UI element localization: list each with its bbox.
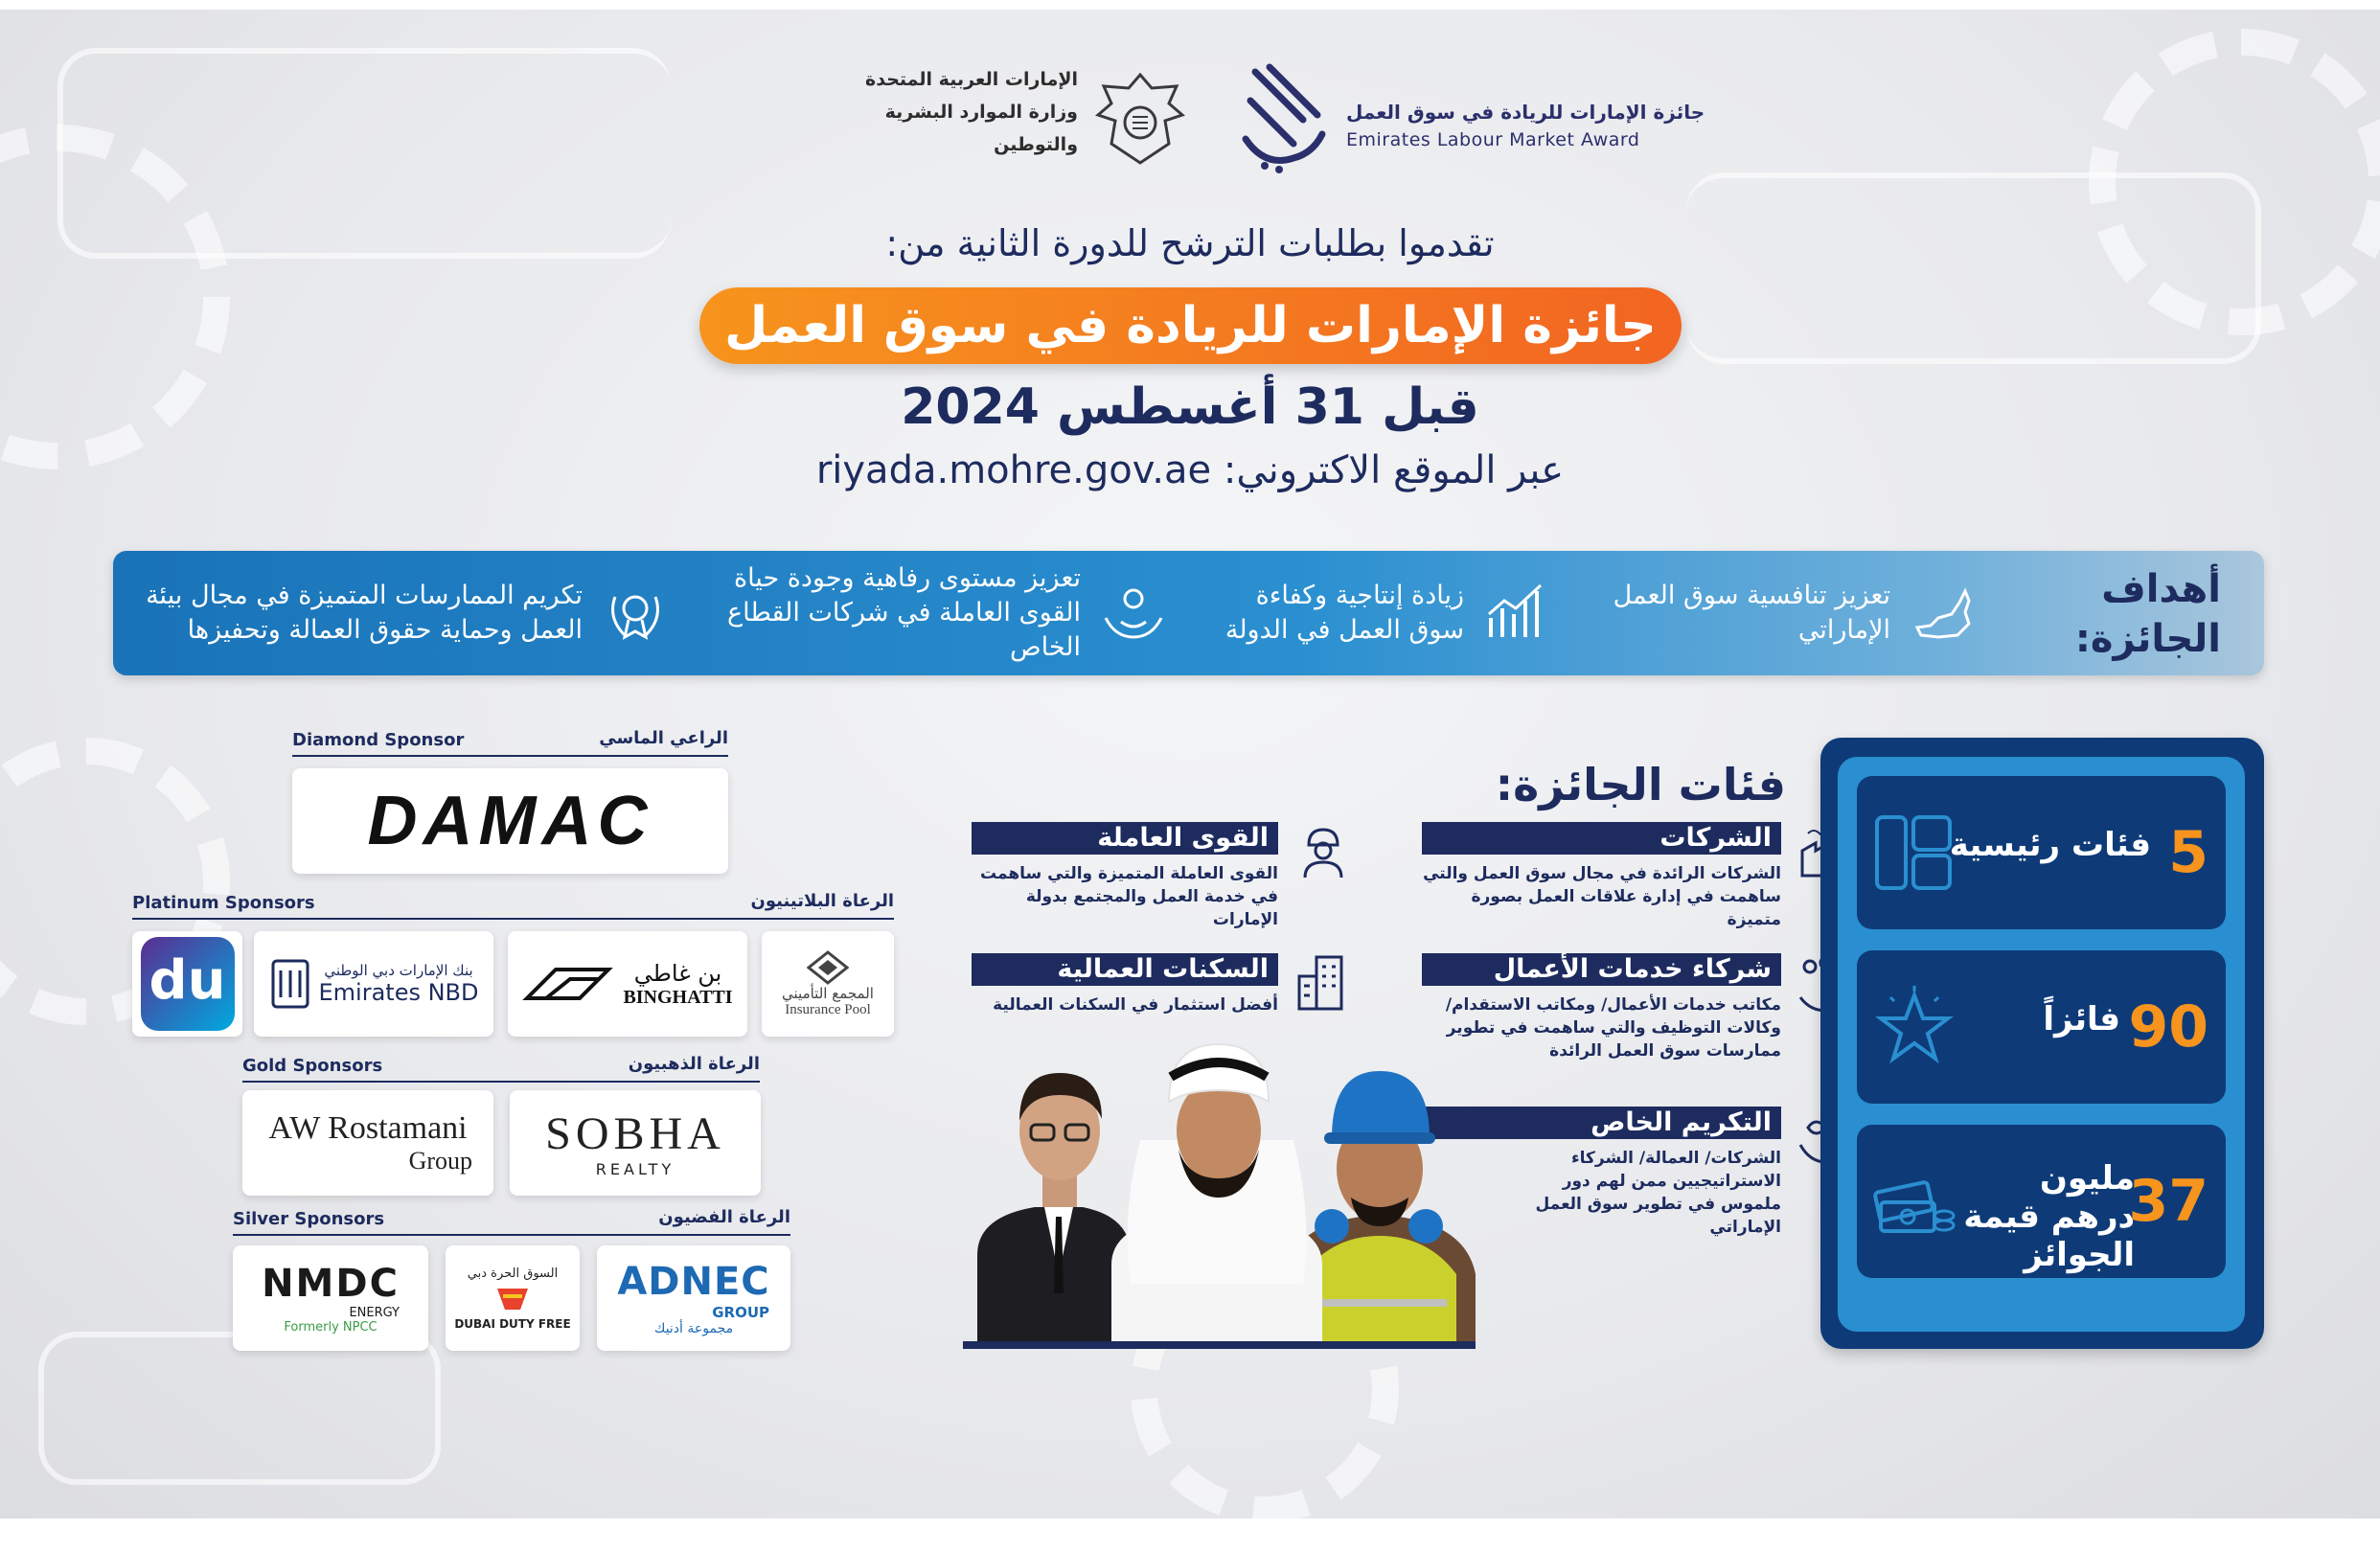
category-desc: الشركات الرائدة في مجال سوق العمل والتي ساهمت في إدارة علاقات العمل بصورة متميزة	[1423, 864, 1781, 929]
sponsor-logo-damac[interactable]	[292, 768, 728, 874]
sponsor-logo-aw-rostamani[interactable]	[242, 1090, 493, 1196]
sponsor-logo-nmdc-energy[interactable]	[233, 1245, 428, 1351]
goal-text: زيادة إنتاجية وكفاءة سوق العمل في الدولة	[1224, 581, 1464, 645]
award-calligraphy-icon	[1226, 62, 1332, 177]
enbd-arabic-name: بنك الإمارات دبي الوطني	[324, 962, 473, 979]
category-title: القوى العاملة	[972, 822, 1278, 855]
enbd-english-name: Emirates NBD	[318, 979, 479, 1006]
diamond-sponsor-header	[292, 728, 728, 757]
bg-pipe-decoration	[1686, 172, 2261, 364]
categories-title: فئات الجائزة:	[1495, 759, 1786, 810]
sponsor-logo-binghatti[interactable]	[508, 931, 747, 1037]
sponsor-logo-dubai-duty-free[interactable]	[446, 1245, 580, 1351]
poster-canvas	[0, 10, 2380, 1518]
ministry-name-line: الإمارات العربية المتحدة	[865, 69, 1078, 90]
sponsor-tier-ar: الراعي الماسي	[599, 728, 728, 748]
category-title: التكريم الخاص	[1422, 1107, 1781, 1139]
adnec-name: ADNEC	[617, 1260, 770, 1304]
adnec-arabic-name: مجموعة أدنيك	[653, 1321, 734, 1336]
website-text[interactable]: عبر الموقع الاكتروني: riyada.mohre.gov.ae	[815, 448, 1565, 492]
sponsor-tier-ar: الرعاة البلاتينيون	[750, 891, 894, 911]
ministry-logo	[824, 67, 1188, 172]
category-title: السكنات العمالية	[972, 953, 1278, 986]
sponsor-logo-adnec[interactable]	[597, 1245, 790, 1351]
stat-label: مليون درهم قيمة الجوائز	[1963, 1159, 2135, 1274]
goals-title: أهداف الجائزة:	[2074, 567, 2221, 661]
aw-rostamani-group: Group	[408, 1147, 472, 1175]
stats-panel	[1820, 738, 2264, 1349]
ddf-emblem-icon	[492, 1281, 534, 1317]
award-logo	[1226, 62, 1705, 177]
award-logo-arabic: جائزة الإمارات للريادة في سوق العمل	[1346, 101, 1705, 124]
goal-item	[1574, 570, 1977, 656]
ministry-name-line: وزارة الموارد البشرية	[884, 102, 1078, 123]
care-hands-icon	[1100, 580, 1167, 647]
category-desc: القوى العاملة المتميزة والتي ساهمت في خدمة العمل والمجتمع بدولة الإمارات	[979, 864, 1278, 929]
stat-number: 5	[2168, 819, 2208, 886]
stat-label: فائزاً	[2043, 1000, 2120, 1038]
laurel-award-icon	[602, 580, 669, 647]
category-labor-housing	[972, 953, 1278, 1030]
building-icon	[1293, 953, 1353, 1013]
goal-text: تكريم الممارسات المتميزة في مجال بيئة العمل وحماية حقوق العمالة وتحفيزها	[146, 581, 583, 645]
sobha-realty: REALTY	[595, 1160, 675, 1178]
categories-icon	[1871, 810, 1957, 896]
adnec-group: GROUP	[712, 1304, 769, 1321]
apply-call-text: تقدموا بطلبات الترشح للدورة الثانية من:	[885, 222, 1495, 264]
deadline-text: قبل 31 أغسطس 2024	[901, 378, 1479, 436]
sponsor-logo-insurance-pool[interactable]	[762, 931, 894, 1037]
emirati-man-figure	[1111, 1044, 1322, 1343]
sponsor-tier-en: Silver Sponsors	[233, 1209, 385, 1229]
insurance-pool-emblem-icon	[807, 950, 849, 985]
enbd-emblem-icon	[269, 957, 311, 1011]
insurance-pool-english-name: Insurance Pool	[785, 1001, 871, 1017]
award-name-banner: جائزة الإمارات للريادة في سوق العمل	[699, 287, 1682, 364]
nmdc-energy: ENERGY	[349, 1306, 400, 1320]
sponsor-tier-en: Diamond Sponsor	[292, 730, 465, 750]
goal-item	[1186, 570, 1550, 656]
sponsor-logo-sobha[interactable]	[510, 1090, 761, 1196]
nmdc-formerly: Formerly NPCC	[284, 1320, 378, 1335]
stat-categories	[1857, 776, 2226, 929]
stats-panel-inner	[1838, 757, 2245, 1332]
stat-winners	[1857, 950, 2226, 1104]
ddf-english-name: DUBAI DUTY FREE	[454, 1316, 571, 1331]
money-icon	[1871, 1158, 1957, 1244]
ddf-arabic-name: السوق الحرة دبي	[467, 1266, 559, 1281]
category-workforce	[972, 822, 1278, 927]
award-logo-english: Emirates Labour Market Award	[1346, 129, 1640, 150]
binghatti-mark-icon	[522, 960, 613, 1008]
star-icon	[1871, 984, 1957, 1070]
goal-text: تعزيز مستوى رفاهية وجودة حياة القوى العاملة في شركات القطاع الخاص	[727, 563, 1081, 662]
businessman-figure	[977, 1073, 1131, 1343]
category-title: شركاء خدمات الأعمال	[1422, 953, 1781, 986]
header-logos	[767, 62, 1705, 177]
insurance-pool-arabic-name: المجمع التأميني	[782, 984, 874, 1002]
gold-sponsor-header	[242, 1054, 760, 1083]
category-desc: أفضل استثمار في السكنات العمالية	[993, 995, 1278, 1015]
growth-chart-icon	[1483, 580, 1550, 647]
goal-item	[132, 570, 669, 656]
people-photo-illustration	[968, 1025, 1476, 1343]
sponsor-logo-du[interactable]	[132, 931, 242, 1037]
aw-rostamani-name: AW Rostamani	[268, 1110, 468, 1146]
category-desc: الشركات/ العمالة/ الشركاء الاستراتيجيين ممن لهم دور ملموس في تطوير سوق العمل الإماراتي	[1535, 1149, 1781, 1237]
sponsor-tier-ar: الرعاة الذهبيون	[628, 1054, 760, 1074]
binghatti-english-name: BINGHATTI	[623, 986, 733, 1008]
stat-number: 37	[2128, 1168, 2208, 1235]
sponsor-logo-emirates-nbd[interactable]	[254, 931, 493, 1037]
category-title: الشركات	[1422, 822, 1781, 855]
people-photo-baseline	[963, 1341, 1476, 1349]
ministry-name-line: والتوطين	[994, 134, 1078, 155]
bg-pipe-decoration	[38, 1332, 441, 1485]
platinum-sponsor-header	[132, 891, 894, 920]
stat-number: 90	[2128, 993, 2208, 1061]
falcon-emblem-icon	[1092, 67, 1188, 172]
category-desc: مكاتب خدمات الأعمال/ ومكاتب الاستقدام/ وكالات التوظيف والتي ساهمت في تطوير ممارسات سوق العمل الرائدة	[1445, 995, 1781, 1061]
silver-sponsor-header	[233, 1207, 790, 1236]
stat-prize-value	[1857, 1125, 2226, 1278]
goal-text: تعزيز تنافسية سوق العمل الإماراتي	[1613, 581, 1890, 645]
goal-item	[669, 563, 1167, 662]
nmdc-name: NMDC	[262, 1262, 400, 1306]
sponsor-tier-en: Gold Sponsors	[242, 1056, 383, 1076]
sponsor-tier-en: Platinum Sponsors	[132, 893, 315, 913]
worker-icon	[1293, 822, 1353, 881]
category-companies	[1360, 822, 1781, 927]
binghatti-arabic-name: بن غاطي	[633, 959, 722, 987]
uae-map-icon	[1910, 580, 1977, 647]
goals-bar	[113, 551, 2264, 675]
damac-logo-text: DAMAC	[367, 783, 653, 859]
sponsor-tier-ar: الرعاة الفضيون	[658, 1207, 790, 1227]
stat-label: فئات رئيسية	[1949, 826, 2151, 864]
du-logo-text: du	[141, 937, 235, 1031]
sobha-name: SOBHA	[545, 1108, 725, 1159]
